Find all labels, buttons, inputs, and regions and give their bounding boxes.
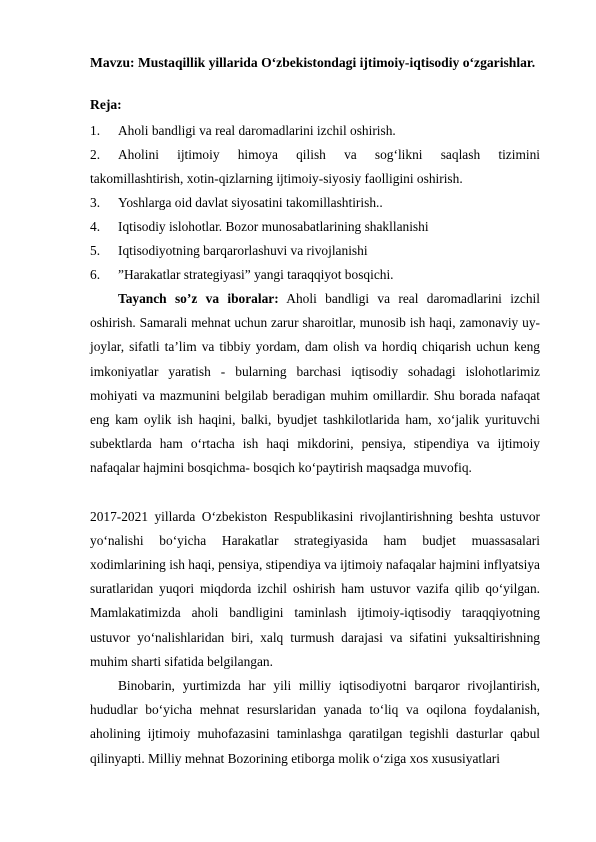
plan-item	[90, 215, 540, 239]
plan-item-number: 2.	[90, 147, 101, 162]
plan-list	[90, 119, 540, 287]
plan-item-text: ”Harakatlar strategiyasi” yangi taraqqiyot bosqichi.	[118, 267, 394, 282]
plan-item-number: 5.	[90, 243, 101, 258]
plan-item	[90, 191, 540, 215]
plan-item-number: 6.	[90, 267, 101, 282]
document-title: Mavzu: Mustaqillik yillarida O‘zbekistondagi ijtimoiy-iqtisodiy o‘zgarishlar.	[90, 55, 536, 70]
plan-item-text: Yoshlarga oid davlat siyosatini takomillashtirish..	[118, 195, 383, 210]
paragraph-spacer	[90, 481, 540, 505]
keywords-text: Aholi bandligi va real daromadlarini izchil oshirish. Samarali mehnat uchun zarur sharoitlar, munosib ish haqi, zamonaviy uy-joylar, sifatli ta’lim va tibbiy yordam, dam olish va hordiq chiqarish uchun keng imkoniyatlar yaratish - bularning barchasi iqtisodiy sohadagi islohotlarimiz mohiyati va mazmunini belgilab beradigan muhim omillardir. Shu borada nafaqat eng kam oylik ish haqini, balki, byudjet tashkilotlarida ham, xo‘jalik yurituvchi subektlarda ham o‘rtacha ish haqi mikdorini, pensiya, stipendiya va ijtimoiy nafaqalar hajmini bosqichma- bosqich ko‘paytirish maqsadga muvofiq.	[90, 291, 540, 476]
plan-item-text: Aholini ijtimoiy himoya qilish va sog‘likni saqlash tizimini	[118, 147, 540, 162]
plan-item-text: Iqtisodiyotning barqarorlashuvi va rivojlanishi	[118, 243, 368, 258]
plan-item-text: Iqtisodiy islohotlar. Bozor munosabatlarining shakllanishi	[118, 219, 429, 234]
plan-item	[90, 239, 540, 263]
plan-item-continuation: takomillashtirish, xotin-qizlarning ijtimoiy-siyosiy faolligini oshirish.	[90, 171, 463, 186]
body-paragraph-3: Binobarin, yurtimizda har yili milliy iqtisodiyotni barqaror rivojlantirish, hududlar bo‘yicha mehnat resurslaridan yanada to‘liq va oqilona foydalanish, aholining ijtimoiy muhofazasini taminlashga qaratilgan tegishli dasturlar qabul qilinyapti. Milliy mehnat Bozorining etiborga molik o‘ziga xos xususiyatlari	[90, 678, 540, 766]
plan-item-text: Aholi bandligi va real daromadlarini izchil oshirish.	[118, 123, 396, 138]
plan-item	[90, 263, 540, 287]
plan-item-first-line	[90, 143, 540, 167]
body-paragraph-2: 2017-2021 yillarda O‘zbekiston Respublikasini rivojlantirishning beshta ustuvor yo‘nalishi bo‘yicha Harakatlar strategiyasida ham budjet muassasalari xodimlarining ish haqi, pensiya, stipendiya va ijtimoiy nafaqalar hajmini inflyatsiya suratlaridan yuqori miqdorda izchil oshirish ham ustuvor vazifa qilib qo‘yilgan. Mamlakatimizda aholi bandligini taminlash ijtimoiy-iqtisodiy taraqqiyotning ustuvor yo‘nalishlaridan biri, xalq turmush darajasi va sifatini yuksaltirishning muhim sharti sifatida belgilangan.	[90, 508, 540, 669]
plan-item	[90, 143, 540, 191]
plan-item-number: 1.	[90, 123, 101, 138]
plan-item-number: 3.	[90, 195, 101, 210]
plan-heading: Reja:	[90, 97, 122, 112]
plan-item-number: 4.	[90, 219, 101, 234]
keywords-label: Tayanch so’z va iboralar:	[118, 291, 279, 306]
plan-item	[90, 119, 540, 143]
keywords-paragraph	[90, 287, 540, 481]
